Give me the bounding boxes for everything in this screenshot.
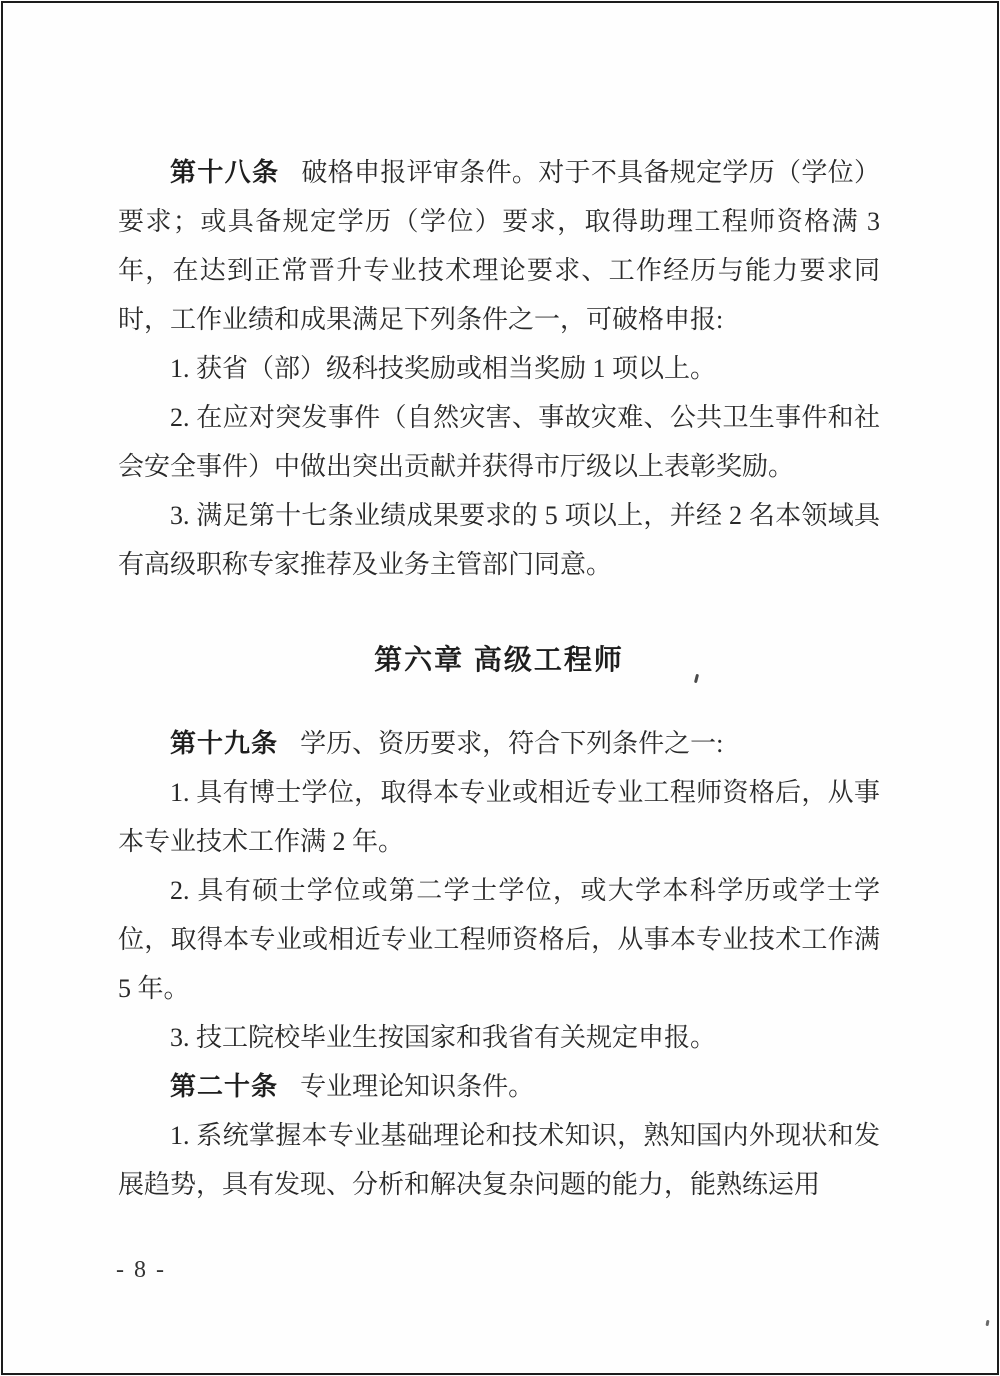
article-18-label: 第十八条 [170,158,280,187]
ink-speck-artifact [986,1320,990,1326]
article-18-text: 破格申报评审条件。对于不具备规定学历（学位）要求；或具备规定学历（学位）要求，取得助理工程师资格满 3 年，在达到正常晋升专业技术理论要求、工作经历与能力要求同时，工作业绩和成果满足下列条件之一，可破格申报: [118,158,880,334]
article-18-paragraph [118,148,880,344]
article-20-text: 专业理论知识条件。 [300,1072,535,1101]
article-19-item-1: 1. 具有博士学位，取得本专业或相近专业工程师资格后，从事本专业技术工作满 2 年。 [118,778,880,856]
article-18-item-3: 3. 满足第十七条业绩成果要求的 5 项以上，并经 2 名本领域具有高级职称专家推荐及业务主管部门同意。 [118,501,880,579]
article-19-paragraph [118,719,880,768]
article-19-item-3: 3. 技工院校毕业生按国家和我省有关规定申报。 [170,1023,717,1052]
article-20-paragraph [118,1062,880,1111]
article-18-item-2: 2. 在应对突发事件（自然灾害、事故灾难、公共卫生事件和社会安全事件）中做出突出贡献并获得市厅级以上表彰奖励。 [118,403,880,481]
article-19-item-2: 2. 具有硕士学位或第二学士学位，或大学本科学历或学士学位，取得本专业或相近专业工程师资格后，从事本专业技术工作满 5 年。 [118,876,880,1003]
chapter-6-title: 第六章 高级工程师 [374,644,624,675]
page-number: - 8 - [116,1257,166,1283]
article-19-text: 学历、资历要求，符合下列条件之一: [300,729,724,758]
article-18-item-1: 1. 获省（部）级科技奖励或相当奖励 1 项以上。 [170,354,717,383]
article-20-item-1: 1. 系统掌握本专业基础理论和技术知识，熟知国内外现状和发展趋势，具有发现、分析和解决复杂问题的能力，能熟练运用 [118,1121,880,1199]
document-body [118,148,880,1209]
article-19-label: 第十九条 [170,729,279,758]
article-20-label: 第二十条 [170,1072,279,1101]
